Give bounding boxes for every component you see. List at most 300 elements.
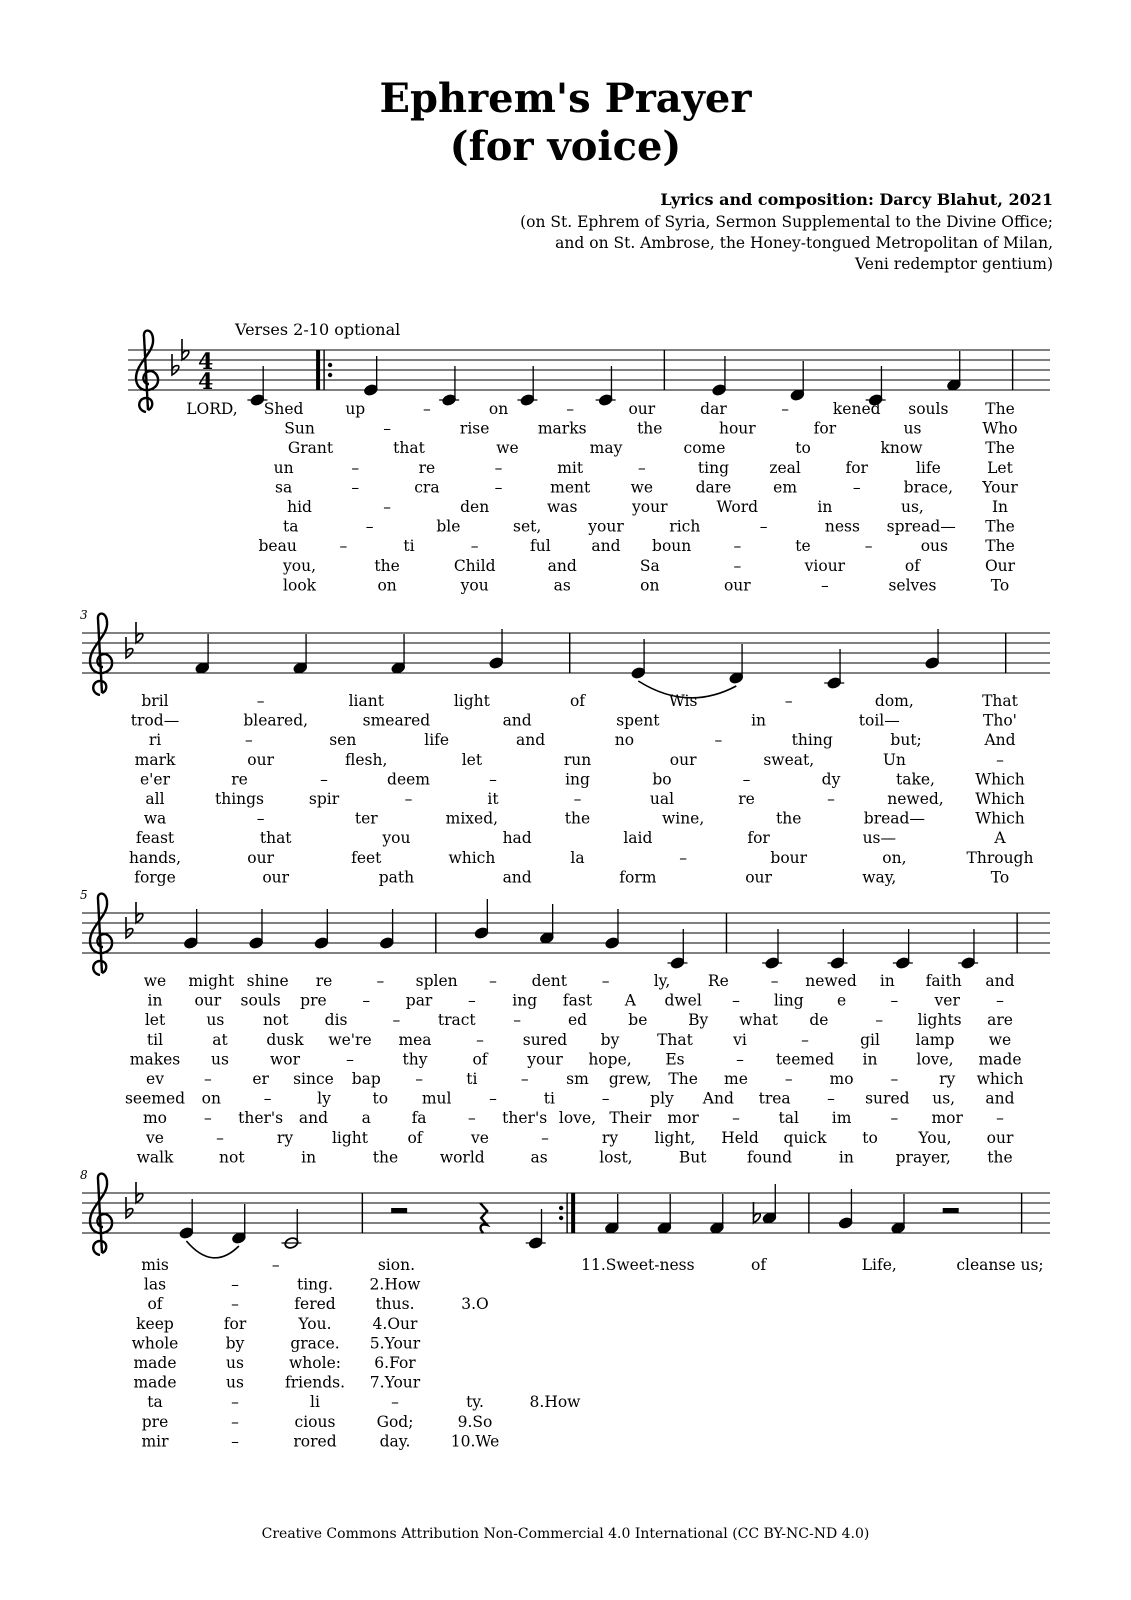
lyric-syllable: beau [258, 537, 297, 556]
lyric-syllable: Which [975, 809, 1025, 828]
lyric-syllable: smeared [362, 711, 431, 730]
lyric-syllable: – [733, 556, 742, 575]
lyric-syllable: dar [700, 400, 727, 418]
lyric-syllable: light [453, 692, 490, 710]
lyric-syllable: may [589, 439, 623, 458]
lyric-syllable: feast [135, 829, 175, 848]
lyric-syllable: light [331, 1128, 369, 1147]
treble-clef [90, 614, 112, 695]
lyric-syllable: and [985, 1089, 1015, 1108]
lyric-syllable: us [206, 1011, 225, 1030]
lyric-syllable: the [637, 419, 663, 438]
lyric-syllable: made [978, 1050, 1022, 1069]
lyric-syllable: our [669, 750, 697, 769]
lyric-syllable: are [987, 1011, 1013, 1030]
lyric-syllable: But [678, 1148, 707, 1167]
lyric-syllable: gil [860, 1030, 880, 1049]
lyric-syllable: dwel [664, 991, 702, 1010]
lyric-syllable: ver [934, 991, 960, 1010]
lyric-syllable: on [377, 576, 397, 595]
lyric-syllable: Grant [287, 439, 334, 458]
lyric-syllable: zeal [769, 458, 801, 477]
lyric-syllable: The [985, 400, 1015, 418]
lyric-syllable: fa [411, 1109, 427, 1128]
lyric-syllable: trod— [130, 711, 180, 730]
lyric-syllable: to [862, 1128, 878, 1147]
lyric-syllable: look [283, 576, 317, 595]
lyric-syllable: laid [623, 829, 653, 848]
lyric-syllable: not [262, 1011, 289, 1030]
lyric-syllable: – [470, 537, 479, 556]
poet-line: and on St. Ambrose, the Honey-tongued Metropolitan of Milan, [555, 234, 1053, 252]
lyric-syllable: – [679, 848, 687, 867]
lyric-syllable: – [520, 1070, 529, 1088]
lyric-syllable: – [784, 1070, 793, 1088]
lyric-syllable: ness [824, 517, 860, 536]
lyric-syllable: To [990, 576, 1010, 595]
lyric-syllable: newed [805, 972, 857, 990]
lyric-syllable: selves [888, 576, 937, 595]
lyric-syllable: pre [141, 1412, 169, 1431]
lyric-syllable: re [738, 790, 755, 808]
lyric-syllable: the [987, 1148, 1013, 1167]
lyric-syllable: – [864, 537, 873, 556]
poet-line: Veni redemptor gentium) [855, 255, 1053, 273]
lyric-syllable: par [405, 991, 433, 1010]
key-signature-flat [126, 637, 133, 658]
lyric-syllable: ry [276, 1128, 294, 1147]
lyric-syllable: feet [351, 848, 382, 867]
lyric-syllable: our [262, 868, 290, 887]
lyric-syllable: ed [567, 1011, 588, 1030]
lyric-syllable: the [776, 809, 802, 828]
lyric-syllable: – [351, 458, 360, 477]
lyric-syllable: but; [890, 731, 922, 750]
lyric-syllable: our [247, 750, 274, 769]
key-signature-flat [126, 1197, 133, 1218]
lyric-syllable: 7.Your [369, 1373, 421, 1392]
lyric-syllable: sa [275, 478, 293, 497]
lyric-syllable: mir [141, 1432, 169, 1451]
lyric-syllable: – [383, 419, 391, 438]
lyric-syllable: ly [317, 1089, 331, 1108]
lyric-syllable: – [996, 750, 1004, 769]
lyric-syllable: Shed [263, 400, 304, 418]
lyric-syllable: for [747, 829, 770, 848]
lyric-syllable: – [541, 1128, 549, 1147]
lyric-syllable: – [263, 1089, 272, 1108]
lyric-syllable: – [476, 1030, 484, 1049]
lyric-syllable: Our [984, 556, 1016, 575]
lyric-syllable: us, [932, 1089, 956, 1108]
lyric-syllable: – [827, 1089, 835, 1108]
lyric-syllable: us— [862, 829, 897, 848]
lyric-syllable: in [862, 1050, 878, 1069]
lyric-syllable: we're [328, 1030, 372, 1049]
lyric-syllable: let [461, 750, 483, 769]
lyric-syllable: And [702, 1089, 734, 1108]
lyric-syllable: – [852, 478, 861, 497]
lyric-syllable: dis [324, 1011, 348, 1030]
verse-annotation: Verses 2-10 optional [235, 320, 401, 339]
key-signature-flat [126, 917, 133, 938]
lyric-syllable: love, [916, 1050, 954, 1069]
lyric-syllable: for [845, 458, 868, 477]
lyric-syllable: sen [329, 731, 357, 750]
lyric-syllable: God; [376, 1412, 414, 1431]
lyric-syllable: dom, [874, 692, 914, 710]
lyric-syllable: we [988, 1030, 1012, 1049]
lyric-syllable: 9.So [457, 1412, 493, 1431]
lyric-syllable: our [247, 848, 274, 867]
lyric-syllable: viour [804, 556, 846, 575]
lyric-syllable: That [657, 1030, 693, 1049]
lyric-syllable: marks [537, 419, 587, 438]
lyric-syllable: den [460, 498, 490, 516]
lyric-syllable: in [301, 1148, 317, 1167]
lyric-syllable: mor [931, 1109, 963, 1128]
lyric-syllable: of [472, 1050, 488, 1069]
measure-number: 3 [80, 608, 88, 622]
lyric-syllable: mor [667, 1109, 699, 1128]
lyric-syllable: em [773, 478, 798, 497]
lyric-syllable: hope, [588, 1050, 632, 1069]
lyric-syllable: tract [437, 1011, 476, 1030]
lyric-syllable: ry [939, 1070, 956, 1088]
lyric-syllable: 2.How [369, 1275, 421, 1294]
title-line-2: (for voice) [449, 123, 682, 170]
lyric-syllable: The [668, 1070, 698, 1088]
lyric-syllable: us [903, 419, 922, 438]
lyric-syllable: sion. [377, 1256, 416, 1274]
lyric-syllable: thy [402, 1050, 428, 1069]
lyric-syllable: lamp [915, 1030, 955, 1049]
lyric-syllable: dy [821, 770, 841, 789]
lyric-syllable: rich [669, 517, 701, 536]
lyric-syllable: To [990, 868, 1010, 887]
lyric-syllable: – [732, 1109, 740, 1128]
lyric-syllable: flesh, [345, 750, 388, 769]
lyric-syllable: hands, [128, 848, 182, 867]
lyric-syllable: Re [707, 972, 729, 990]
lyric-syllable: faith [925, 972, 962, 990]
lyric-syllable: of [569, 692, 586, 710]
lyric-syllable: Their [609, 1109, 652, 1128]
lyric-syllable: – [391, 1393, 399, 1412]
lyric-syllable: way, [862, 868, 897, 887]
lyric-syllable: to [372, 1089, 389, 1108]
lyric-syllable: souls [908, 400, 949, 418]
lyric-syllable: re [418, 458, 436, 477]
lyric-syllable: vi [733, 1030, 747, 1049]
lyric-syllable: Life, [861, 1256, 897, 1274]
lyric-syllable: bread— [863, 809, 925, 828]
repeat-end-thick [571, 1193, 575, 1233]
lyric-syllable: Child [453, 556, 496, 575]
lyric-syllable: shine [246, 972, 289, 990]
lyric-syllable: bril [141, 692, 169, 710]
license-footer: Creative Commons Attribution Non-Commercial 4.0 International (CC BY-NC-ND 4.0) [261, 1526, 870, 1542]
lyric-syllable: – [231, 1432, 239, 1451]
lyric-syllable: makes [129, 1050, 181, 1069]
lyric-syllable: our [194, 991, 222, 1010]
lyric-syllable: – [494, 458, 503, 477]
lyric-syllable: er [252, 1070, 269, 1088]
lyric-syllable: ri [148, 731, 162, 750]
time-signature-top: 4 [198, 349, 214, 375]
lyric-syllable: 10.We [450, 1432, 500, 1451]
lyric-syllable: Held [721, 1128, 759, 1147]
lyric-syllable: our [745, 868, 772, 887]
lyric-syllable: un [273, 458, 294, 477]
lyric-syllable: our [723, 576, 751, 595]
lyric-syllable: me [724, 1070, 748, 1088]
treble-clef [90, 1174, 112, 1255]
lyric-syllable: mark [134, 750, 176, 769]
lyric-syllable: on [640, 576, 660, 595]
half-rest [391, 1208, 407, 1213]
measure-number: 8 [80, 1168, 88, 1182]
lyric-syllable: ry [601, 1128, 619, 1147]
lyric-syllable: Es [665, 1050, 685, 1069]
lyric-syllable: e [836, 991, 847, 1010]
lyric-syllable: 4.Our [372, 1314, 418, 1333]
lyric-syllable: sm [566, 1070, 589, 1088]
lyric-syllable: The [985, 439, 1015, 458]
lyric-syllable: – [714, 731, 723, 750]
lyric-syllable: – [271, 1256, 280, 1274]
lyric-syllable: – [875, 1011, 884, 1030]
title-line-1: Ephrem's Prayer [379, 75, 752, 122]
lyric-syllable: lights [917, 1011, 962, 1030]
lyric-syllable: brace, [903, 478, 954, 497]
lyric-syllable: A [994, 829, 1006, 848]
lyric-syllable: your [632, 498, 668, 516]
lyric-syllable: – [736, 1050, 744, 1069]
lyric-syllable: ble [436, 517, 461, 536]
lyric-syllable: pre [300, 991, 327, 1010]
lyric-syllable: seemed [124, 1089, 186, 1108]
lyric-syllable: – [996, 1109, 1004, 1128]
lyric-syllable: in [879, 972, 895, 990]
lyric-syllable: – [573, 790, 582, 808]
lyric-syllable: ful [529, 537, 551, 556]
poet-line: (on St. Ephrem of Syria, Sermon Supplemental to the Divine Office; [520, 213, 1053, 231]
lyric-syllable: world [439, 1148, 485, 1167]
lyric-syllable: liant [348, 692, 384, 710]
lyric-syllable: – [742, 770, 751, 789]
lyric-syllable: hid [287, 498, 312, 516]
lyric-syllable: – [231, 1393, 239, 1412]
lyric-syllable: ter [354, 809, 378, 828]
lyric-syllable: – [489, 1089, 497, 1108]
lyric-syllable: fered [294, 1295, 336, 1314]
lyric-syllable: of [751, 1256, 767, 1274]
lyric-syllable: 6.For [374, 1354, 416, 1372]
lyric-syllable: not [219, 1148, 245, 1167]
lyric-syllable: and [515, 731, 546, 750]
lyric-syllable: thus. [375, 1295, 415, 1314]
lyric-syllable: which [448, 848, 496, 867]
lyric-syllable: – [821, 576, 829, 595]
lyric-syllable: whole [131, 1334, 179, 1353]
lyric-syllable: ti [543, 1089, 555, 1108]
lyric-syllable: – [759, 517, 768, 536]
lyric-syllable: splen [415, 972, 458, 990]
lyric-syllable: walk [136, 1148, 174, 1167]
lyric-syllable: – [890, 1070, 899, 1088]
lyric-syllable: us [226, 1354, 244, 1372]
lyric-syllable: and [502, 711, 532, 730]
lyric-syllable: til [146, 1030, 164, 1049]
lyric-syllable: mis [141, 1256, 169, 1274]
repeat-dot [328, 363, 332, 367]
lyric-syllable: souls [240, 991, 281, 1010]
lyric-syllable: had [502, 829, 532, 848]
lyric-syllable: ti [403, 537, 415, 556]
lyric-syllable: grew, [608, 1070, 652, 1088]
lyric-syllable: day. [379, 1432, 411, 1451]
lyric-syllable: and [547, 556, 577, 575]
lyric-syllable: take, [896, 770, 935, 789]
lyric-syllable: sured [522, 1030, 568, 1049]
lyric-syllable: and [591, 537, 621, 556]
lyric-syllable: – [637, 458, 646, 477]
lyric-syllable: quick [783, 1128, 827, 1147]
lyric-syllable: spir [308, 790, 340, 808]
treble-clef [136, 331, 158, 412]
lyric-syllable: hour [718, 419, 756, 438]
lyric-syllable: te [795, 537, 811, 556]
lyric-syllable: lost, [599, 1148, 633, 1167]
lyric-syllable: made [133, 1373, 177, 1392]
lyric-syllable: In [991, 498, 1009, 516]
lyric-syllable: – [203, 1070, 212, 1088]
lyric-syllable: – [890, 991, 899, 1010]
lyric-syllable: re [231, 770, 248, 789]
composer-credit: Lyrics and composition: Darcy Blahut, 2021 [660, 190, 1053, 209]
lyric-syllable: – [231, 1412, 239, 1431]
lyric-syllable: dusk [266, 1030, 304, 1049]
lyric-syllable: since [293, 1070, 334, 1088]
measure-number: 5 [80, 888, 88, 902]
lyric-syllable: friends. [284, 1373, 346, 1392]
lyric-syllable: Word [716, 498, 759, 516]
lyric-syllable: – [468, 1109, 476, 1128]
lyric-syllable: a [361, 1109, 371, 1128]
lyric-syllable: as [553, 576, 571, 595]
lyric-syllable: e'er [139, 770, 171, 789]
lyric-syllable: up [345, 400, 366, 418]
lyric-syllable: path [378, 868, 415, 887]
lyric-syllable: you [382, 829, 411, 848]
lyric-syllable: our [986, 1128, 1014, 1147]
lyric-syllable: and [985, 972, 1015, 990]
lyric-syllable: us [226, 1373, 244, 1392]
lyric-syllable: Which [975, 770, 1025, 789]
lyric-syllable: no [614, 731, 635, 750]
lyric-syllable: that [393, 439, 425, 458]
lyric-syllable: grace. [290, 1334, 340, 1353]
lyric-syllable: made [133, 1354, 177, 1372]
lyric-syllable: for [223, 1314, 247, 1333]
lyric-syllable: 11.Sweet-ness [581, 1256, 695, 1274]
lyric-syllable: la [570, 848, 585, 867]
lyric-syllable: – [376, 972, 385, 990]
lyric-syllable: – [781, 400, 789, 418]
lyric-syllable: – [494, 478, 503, 497]
lyric-syllable: to [795, 439, 811, 458]
lyric-syllable: – [256, 809, 265, 828]
lyric-syllable: cious [294, 1412, 336, 1431]
lyric-syllable: keep [136, 1314, 174, 1333]
lyric-syllable: – [256, 692, 265, 710]
lyric-syllable: in [147, 991, 163, 1010]
slur [186, 1241, 239, 1258]
lyric-syllable: – [566, 400, 575, 418]
lyric-syllable: tal [778, 1109, 799, 1128]
lyric-syllable: – [216, 1128, 224, 1147]
lyric-syllable: on, [882, 848, 907, 867]
lyric-syllable: ply [650, 1089, 674, 1108]
lyric-syllable: in [817, 498, 833, 516]
lyric-syllable: ther's [502, 1109, 548, 1128]
lyric-syllable: 8.How [529, 1393, 581, 1412]
lyric-syllable: li [310, 1393, 320, 1412]
lyric-syllable: – [320, 770, 328, 789]
lyric-syllable: Wis [668, 692, 698, 710]
lyric-syllable: sured [865, 1089, 910, 1108]
lyric-syllable: – [801, 1030, 809, 1049]
lyric-syllable: 3.O [461, 1295, 489, 1314]
lyric-syllable: as [530, 1148, 548, 1167]
lyric-syllable: you [460, 576, 489, 595]
lyric-syllable: know [880, 439, 923, 458]
lyric-syllable: us, [901, 498, 924, 516]
lyric-syllable: thing [791, 731, 833, 750]
time-signature-bottom: 4 [198, 369, 214, 395]
lyric-syllable: ting. [296, 1275, 334, 1294]
lyric-syllable: prayer, [895, 1148, 951, 1167]
lyric-syllable: kened [832, 400, 881, 418]
lyric-syllable: – [231, 1275, 239, 1294]
lyric-syllable: bap [351, 1070, 381, 1088]
half-rest [943, 1208, 959, 1213]
lyric-syllable: the [374, 556, 400, 575]
lyric-syllable: – [890, 1109, 899, 1128]
lyric-syllable: life [424, 731, 450, 750]
lyric-syllable: wor [269, 1050, 301, 1069]
lyric-syllable: las [143, 1275, 167, 1294]
lyric-syllable: – [601, 1089, 610, 1108]
lyric-syllable: – [468, 991, 476, 1010]
lyric-syllable: 5.Your [369, 1334, 421, 1353]
lyric-syllable: – [383, 498, 391, 516]
lyric-syllable: And [984, 731, 1016, 750]
lyric-syllable: de [809, 1011, 829, 1030]
lyric-syllable: by [600, 1030, 620, 1049]
lyric-syllable: love, [558, 1109, 597, 1128]
lyric-syllable: ve [146, 1128, 164, 1147]
lyric-syllable: Let [987, 458, 1013, 477]
lyric-syllable: wa [143, 809, 167, 828]
lyric-syllable: boun [652, 537, 692, 556]
lyric-syllable: mo [142, 1109, 168, 1128]
treble-clef [90, 894, 112, 975]
lyric-syllable: our [628, 400, 656, 418]
lyric-syllable: come [683, 439, 726, 458]
lyric-syllable: of [407, 1128, 423, 1147]
